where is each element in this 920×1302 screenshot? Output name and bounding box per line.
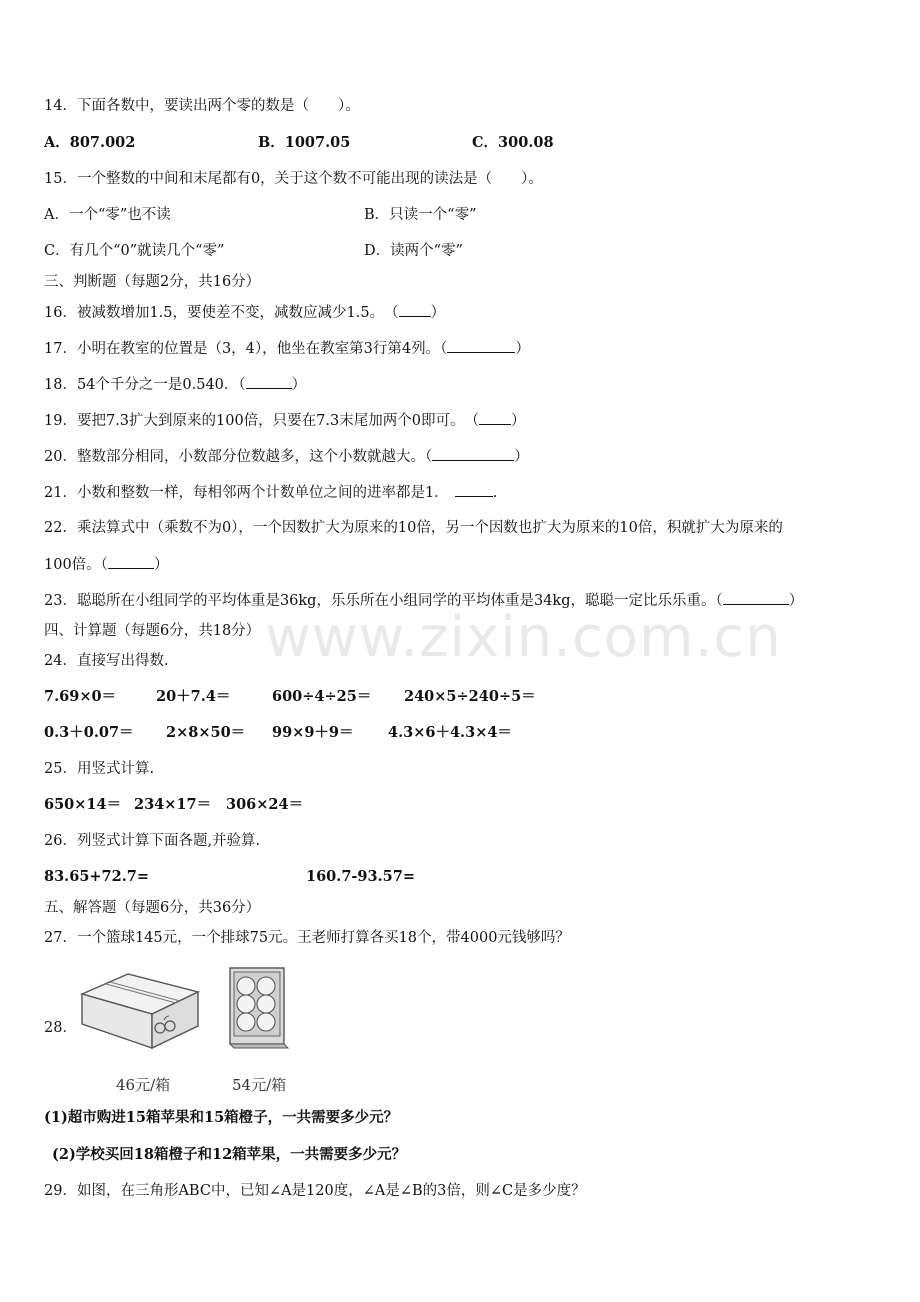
section-3-heading: 三、判断题（每题2分，共16分）: [44, 274, 261, 290]
q24-expr: 20＋7.4＝: [156, 688, 231, 705]
q24-expr: 2×8×50＝: [166, 724, 246, 741]
orange-price-label: 54元/箱: [232, 1076, 287, 1094]
q20-text: 20．整数部分相同，小数部分位数越多，这个小数就越大。（: [44, 449, 433, 465]
q19: [44, 410, 525, 431]
section-4-heading: 四、计算题（每题6分，共18分）: [44, 623, 261, 639]
q22-answer-blank[interactable]: [108, 554, 154, 569]
q21-period: .: [492, 485, 498, 501]
q28-number: 28．: [44, 1020, 77, 1036]
q17-close: ）: [515, 341, 530, 357]
q18-answer-blank[interactable]: [246, 374, 292, 389]
orange-box-icon: [226, 966, 292, 1050]
q29: 29．如图，在三角形ABC中，已知∠A是120度，∠A是∠B的3倍，则∠C是多少度？: [44, 1183, 586, 1199]
q22-line1: 22．乘法算式中（乘数不为0），一个因数扩大为原来的10倍，另一个因数也扩大为原来的10倍，积就扩大为原来的: [44, 520, 783, 536]
q16-close: ）: [430, 305, 446, 321]
q14-option-b: B．1007.05: [258, 134, 351, 151]
q23-answer-blank[interactable]: [723, 590, 789, 605]
q14-option-a: A．807.002: [44, 134, 136, 151]
q26-expr: 160.7-93.57=: [306, 868, 415, 885]
q14-stem: 14．下面各数中，要读出两个零的数是（ ）。: [44, 98, 360, 114]
q20-answer-blank[interactable]: [432, 446, 514, 461]
q21-answer-blank[interactable]: [455, 482, 493, 497]
q23-text: 23．聪聪所在小组同学的平均体重是36kg，乐乐所在小组同学的平均体重是34kg，聪聪一定比乐乐重。（: [44, 593, 723, 609]
q28-sub2: (2)学校买回18箱橙子和12箱苹果，一共需要多少元？: [52, 1146, 407, 1163]
q25-stem: 25．用竖式计算.: [44, 761, 155, 777]
q15-option-d: D．读两个“零”: [364, 243, 463, 259]
q24-expr: 240×5÷240÷5＝: [404, 688, 536, 705]
q24-expr: 4.3×6＋4.3×4＝: [388, 724, 512, 741]
q15-option-c: C．有几个“0”就读几个“零”: [44, 243, 225, 259]
q25-expr: 306×24＝: [226, 796, 304, 813]
q21: [44, 482, 497, 503]
section-5-heading: 五、解答题（每题6分，共36分）: [44, 900, 261, 916]
q20: [44, 446, 529, 467]
q21-text: 21．小数和整数一样，每相邻两个计数单位之间的进率都是1．: [44, 485, 449, 501]
q18-close: ）: [291, 377, 307, 393]
q26-expr: 83.65+72.7=: [44, 868, 150, 885]
q23-close: ）: [788, 593, 804, 609]
q17-text: 17．小明在教室的位置是（3，4），他坐在教室第3行第4列。（: [44, 341, 448, 357]
q16-text: 16．被减数增加1.5，要使差不变，减数应减少1.5。 （: [44, 305, 399, 321]
q17-answer-blank[interactable]: [447, 338, 515, 353]
q24-expr: 7.69×0＝: [44, 688, 117, 705]
q22-text: 100倍。（: [44, 557, 108, 573]
q18-text: 18．54个千分之一是0.540．（: [44, 377, 246, 393]
q18: [44, 374, 306, 395]
watermark: www.zixin.com.cn: [265, 605, 782, 670]
q15-option-b: B．只读一个“零”: [364, 207, 477, 223]
q22-line2: [44, 554, 168, 575]
q15-option-a: A．一个“零”也不读: [44, 207, 171, 223]
q24-stem: 24．直接写出得数.: [44, 653, 169, 669]
q24-expr: 0.3＋0.07＝: [44, 724, 134, 741]
q22-close: ）: [153, 557, 169, 573]
q24-expr: 600÷4÷25＝: [272, 688, 372, 705]
q15-stem: 15．一个整数的中间和末尾都有0，关于这个数不可能出现的读法是（ ）。: [44, 171, 543, 187]
q19-text: 19．要把7.3扩大到原来的100倍，只要在7.3末尾加两个0即可。 （: [44, 413, 479, 429]
q16: [44, 302, 445, 323]
q19-close: ）: [510, 413, 526, 429]
q23: [44, 590, 803, 611]
q17: [44, 338, 530, 359]
apple-box-icon: [76, 968, 202, 1052]
q19-answer-blank[interactable]: [479, 410, 511, 425]
q26-stem: 26．列竖式计算下面各题,并验算.: [44, 833, 261, 849]
q25-expr: 650×14＝: [44, 796, 122, 813]
q28-sub1: (1)超市购进15箱苹果和15箱橙子，一共需要多少元？: [44, 1109, 399, 1126]
q25-expr: 234×17＝: [134, 796, 212, 813]
q24-expr: 99×9＋9＝: [272, 724, 354, 741]
q14-option-c: C．300.08: [472, 134, 554, 151]
q27: 27．一个篮球145元，一个排球75元。王老师打算各买18个，带4000元钱够吗？: [44, 930, 570, 946]
apple-price-label: 46元/箱: [116, 1076, 171, 1094]
q20-close: ）: [514, 449, 529, 465]
q16-answer-blank[interactable]: [399, 302, 431, 317]
